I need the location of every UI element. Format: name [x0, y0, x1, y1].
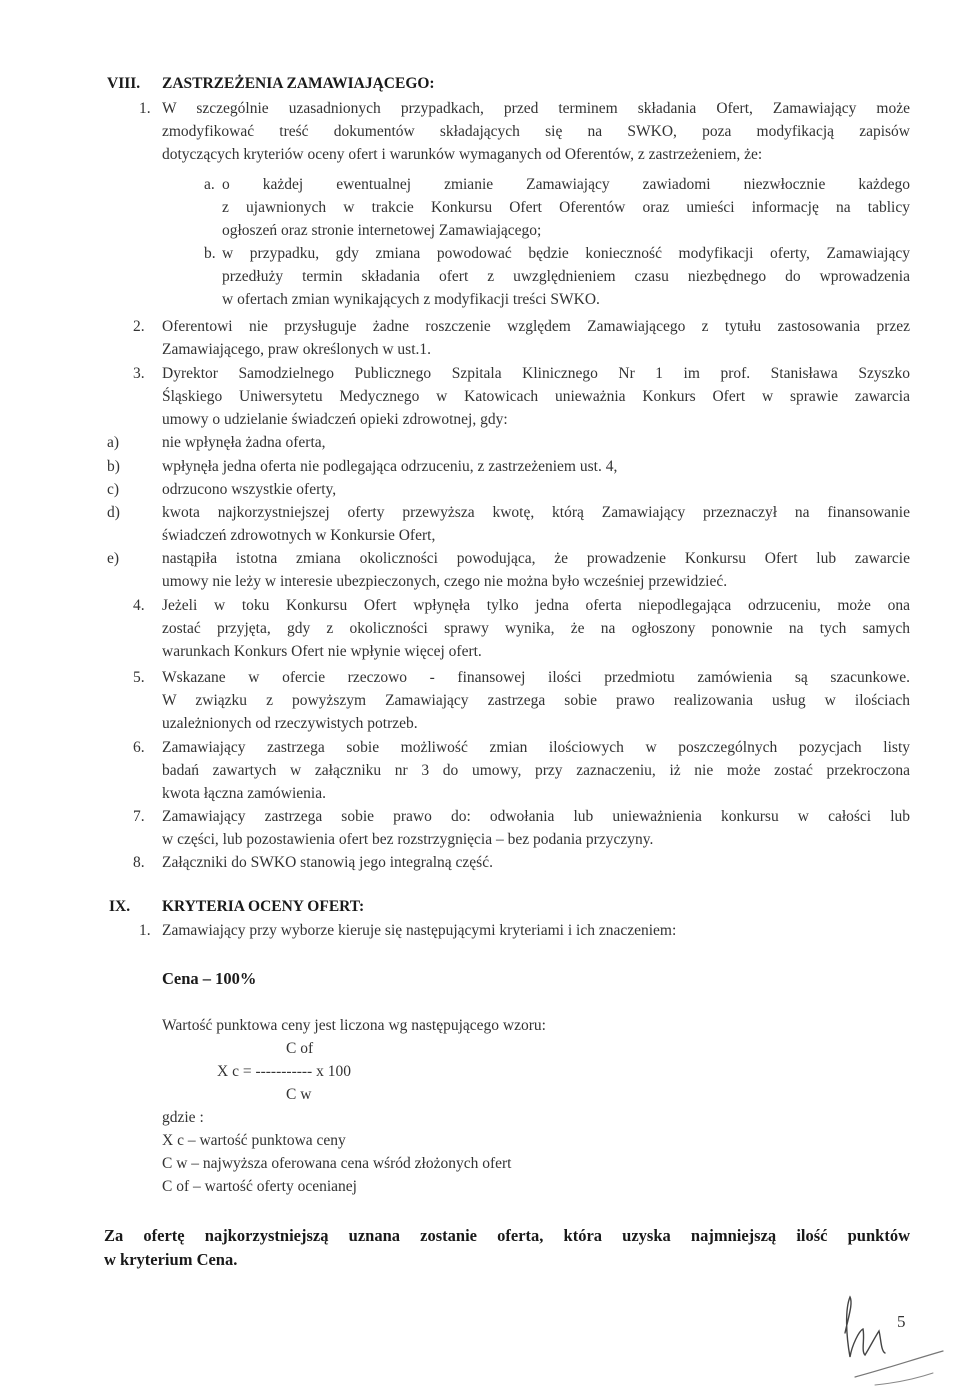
item-3e-letter: e)	[107, 550, 120, 567]
conclusion-line-1: Za ofertę najkorzystniejszą uznana zostanie oferta, która uzyska najmniejszą ilość punktów	[104, 1226, 910, 1245]
item-3-line-3: umowy o udzielanie świadczeń opieki zdrowotnej, gdy:	[162, 411, 508, 428]
item-1b-letter: b.	[204, 245, 216, 262]
item-3-number: 3.	[133, 365, 145, 382]
item-3d-line-1: kwota najkorzystniejszej oferty przewyższa kwotę, którą Zamawiający przeznaczył na finansowanie	[162, 504, 910, 521]
item-1b-line-3: w ofertach zmian wynikających z modyfikacji treści SWKO.	[222, 291, 600, 308]
definition-cof: C of – wartość oferty ocenianej	[162, 1178, 357, 1195]
conclusion-line-2: w kryterium Cena.	[104, 1250, 238, 1269]
item-3b-text: wpłynęła jedna oferta nie podlegająca odrzuceniu, z zastrzeżeniem ust. 4,	[162, 458, 618, 475]
item-5-number: 5.	[133, 669, 145, 686]
ix-item-1-number: 1.	[139, 922, 151, 939]
formula-numerator: C of	[286, 1040, 314, 1057]
item-3a-text: nie wpłynęła żadna oferta,	[162, 434, 326, 451]
item-2-number: 2.	[133, 318, 145, 335]
item-5-line-1: Wskazane w ofercie rzeczowo - finansowej ilości przedmiotu zamówienia są szacunkowe.	[162, 669, 910, 686]
item-3e-line-2: umowy nie leży w interesie ubezpieczonych, czego nie można było wcześniej przewidzieć.	[162, 573, 728, 590]
item-1-line-1: W szczególnie uzasadnionych przypadkach, przed terminem składania Ofert, Zamawiający może	[162, 100, 910, 117]
item-7-number: 7.	[133, 808, 145, 825]
where-label: gdzie :	[162, 1109, 204, 1126]
formula-main: X c = ----------- x 100	[217, 1063, 351, 1080]
item-2-line-2: Zamawiającego, praw określonych w ust.1.	[162, 341, 432, 358]
item-1b-line-2: przedłuży termin składania ofert z uwzględnieniem czasu niezbędnego do wprowadzenia	[222, 268, 910, 285]
item-3b-letter: b)	[107, 458, 120, 475]
page-number: 5	[897, 1312, 906, 1331]
item-1a-line-2: z ujawnionych w trakcie Konkursu Ofert Oferentów oraz umieści informację na tablicy	[222, 199, 910, 216]
formula-intro: Wartość punktowa ceny jest liczona wg następującego wzoru:	[162, 1017, 546, 1034]
item-8-number: 8.	[133, 854, 145, 871]
item-6-line-2: badań zawartych w załączniku nr 3 do umowy, przy zaznaczeniu, iż nie może zostać przekroczona	[162, 762, 910, 779]
item-1b-line-1: w przypadku, gdy zmiana powodować będzie konieczność modyfikacji oferty, Zamawiający	[222, 245, 910, 262]
item-1-number: 1.	[139, 100, 151, 117]
item-1-line-3: dotyczących kryteriów oceny ofert i warunków wymaganych od Oferentów, z zastrzeżeniem, że:	[162, 146, 763, 163]
section-viii-number: VIII.	[107, 75, 141, 92]
item-3-line-1: Dyrektor Samodzielnego Publicznego Szpitala Klinicznego Nr 1 im prof. Stanisława Szyszko	[162, 365, 910, 382]
item-6-line-1: Zamawiający zastrzega sobie możliwość zmian ilościowych w poszczególnych pozycjach listy	[162, 739, 910, 756]
item-7-line-1: Zamawiający zastrzega sobie prawo do: odwołania lub unieważnienia konkursu w całości lub	[162, 808, 910, 825]
handwritten-initials	[815, 1275, 955, 1390]
formula-denominator: C w	[286, 1086, 312, 1103]
item-8-text: Załączniki do SWKO stanowią jego integralną część.	[162, 854, 493, 871]
section-ix-title: KRYTERIA OCENY OFERT:	[162, 898, 365, 915]
definition-cw: C w – najwyższa oferowana cena wśród złożonych ofert	[162, 1155, 512, 1172]
item-3d-letter: d)	[107, 504, 120, 521]
item-1-line-2: zmodyfikować treść dokumentów składających się na SWKO, poza modyfikacją zapisów	[162, 123, 910, 140]
item-3a-letter: a)	[107, 434, 120, 451]
item-4-number: 4.	[133, 597, 145, 614]
item-6-number: 6.	[133, 739, 145, 756]
definition-xc: X c – wartość punktowa ceny	[162, 1132, 346, 1149]
item-3c-letter: c)	[107, 481, 120, 498]
item-4-line-2: zostać przyjęta, gdy z okoliczności sprawy wynika, że na ogłoszony ponownie na tych samych	[162, 620, 910, 637]
item-3d-line-2: świadczeń zdrowotnych w Konkursie Ofert,	[162, 527, 436, 544]
item-2-line-1: Oferentowi nie przysługuje żadne roszczenie względem Zamawiającego z tytułu zastosowania przez	[162, 318, 910, 335]
item-1a-letter: a.	[204, 176, 215, 193]
section-viii-title: ZASTRZEŻENIA ZAMAWIAJĄCEGO:	[162, 75, 435, 92]
item-7-line-2: w części, lub pozostawienia ofert bez rozstrzygnięcia – bez podania przyczyny.	[162, 831, 654, 848]
item-1a-line-1: o każdej ewentualnej zmianie Zamawiający zawiadomi niezwłocznie każdego	[222, 176, 910, 193]
item-3c-text: odrzucono wszystkie oferty,	[162, 481, 337, 498]
item-6-line-3: kwota łączna zamówienia.	[162, 785, 326, 802]
item-4-line-3: warunkach Konkurs Ofert nie wpłynie więcej ofert.	[162, 643, 482, 660]
item-5-line-2: W związku z powyższym Zamawiający zastrzega sobie prawo realizowania usług w ilościach	[162, 692, 910, 709]
item-1a-line-3: ogłoszeń oraz stronie internetowej Zamawiającego;	[222, 222, 542, 239]
item-5-line-3: uzależnionych od rzeczywistych potrzeb.	[162, 715, 418, 732]
item-4-line-1: Jeżeli w toku Konkursu Ofert wpłynęła tylko jedna oferta niepodlegająca odrzuceniu, może ona	[162, 597, 910, 614]
item-3-line-2: Śląskiego Uniwersytetu Medycznego w Katowicach unieważnia Konkurs Ofert w sprawie zawarcia	[162, 388, 910, 405]
section-ix-number: IX.	[109, 898, 131, 915]
ix-item-1-text: Zamawiający przy wyborze kieruje się następującymi kryteriami i ich znaczeniem:	[162, 922, 677, 939]
criterion-price-weight: Cena – 100%	[162, 969, 257, 988]
item-3e-line-1: nastąpiła istotna zmiana okoliczności powodująca, że prowadzenie Konkursu Ofert lub zawarcie	[162, 550, 910, 567]
